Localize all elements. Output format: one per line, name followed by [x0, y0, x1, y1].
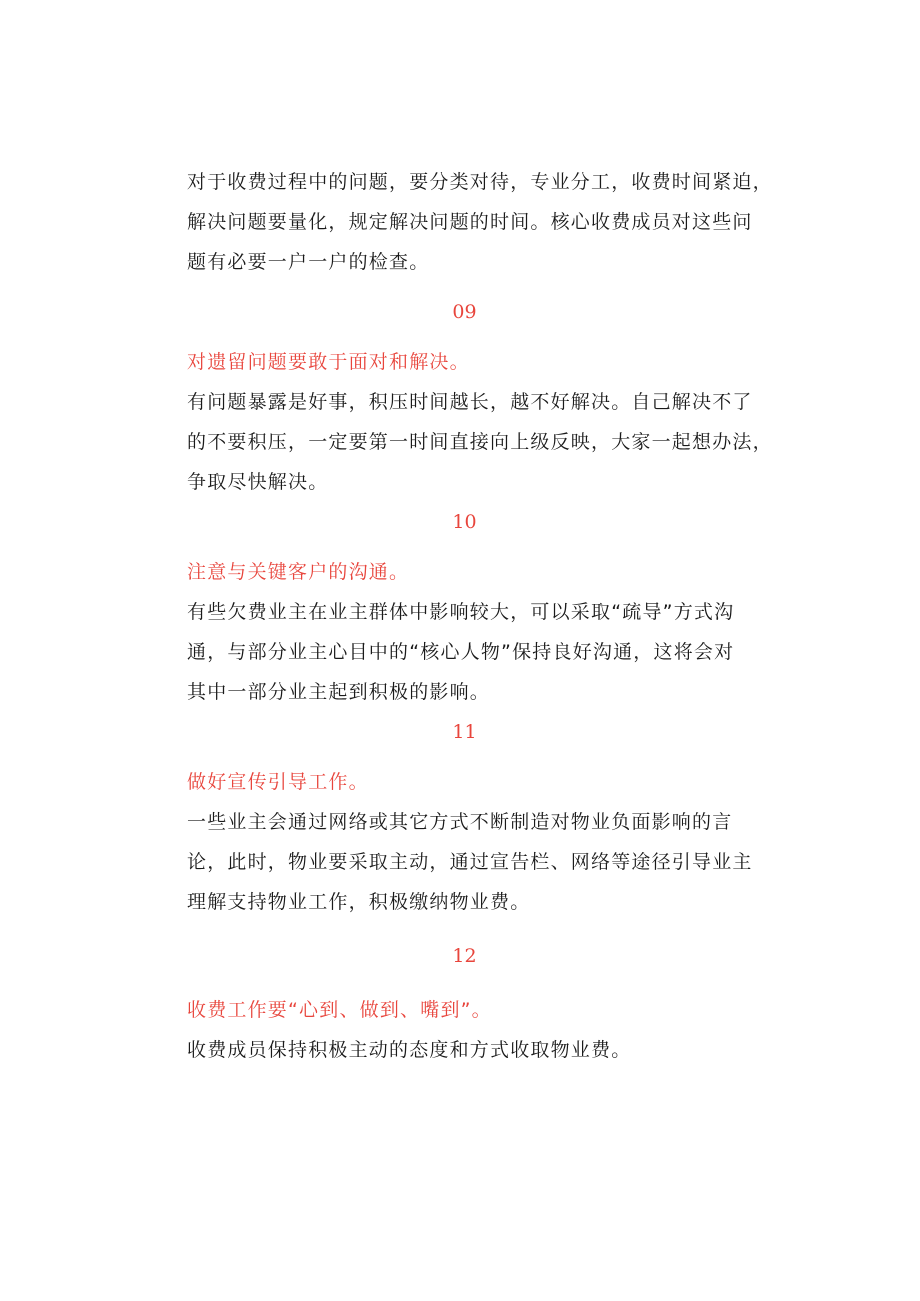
section-number: 11 [452, 721, 477, 743]
paragraph-line: 对于收费过程中的问题，要分类对待，专业分工，收费时间紧迫， [187, 171, 773, 193]
section-paragraph [187, 1030, 742, 1070]
section-heading: 注意与关键客户的沟通。 [187, 561, 410, 583]
section-heading: 收费工作要“心到、做到、嘴到”。 [187, 999, 492, 1021]
paragraph-line: 论，此时，物业要采取主动，通过宣告栏、网络等途径引导业主 [187, 851, 753, 873]
section-paragraph [187, 382, 773, 502]
paragraph-line: 通，与部分业主心目中的“核心人物”保持良好沟通，这将会对 [187, 641, 735, 663]
document-page [187, 162, 773, 1070]
intro-paragraph [187, 162, 773, 282]
paragraph-line: 一些业主会通过网络或其它方式不断制造对物业负面影响的言 [187, 811, 733, 833]
section-heading: 做好宣传引导工作。 [187, 771, 369, 793]
section-number: 09 [452, 301, 477, 323]
section-number: 10 [452, 511, 477, 533]
paragraph-line: 其中一部分业主起到积极的影响。 [187, 681, 491, 703]
paragraph-line: 解决问题要量化，规定解决问题的时间。核心收费成员对这些问 [187, 211, 753, 233]
paragraph-line: 题有必要一户一户的检查。 [187, 251, 430, 273]
section-paragraph [187, 802, 753, 922]
paragraph-line: 有问题暴露是好事，积压时间越长，越不好解决。自己解决不了 [187, 391, 753, 413]
paragraph-line: 收费成员保持积极主动的态度和方式收取物业费。 [187, 1039, 632, 1061]
paragraph-line: 的不要积压，一定要第一时间直接向上级反映，大家一起想办法， [187, 431, 773, 453]
paragraph-line: 有些欠费业主在业主群体中影响较大，可以采取“疏导”方式沟 [187, 601, 735, 623]
section-heading: 对遗留问题要敢于面对和解决。 [187, 351, 470, 373]
section-number: 12 [452, 945, 477, 967]
paragraph-line: 争取尽快解决。 [187, 471, 329, 493]
section-paragraph [187, 592, 742, 712]
paragraph-line: 理解支持物业工作，积极缴纳物业费。 [187, 891, 531, 913]
